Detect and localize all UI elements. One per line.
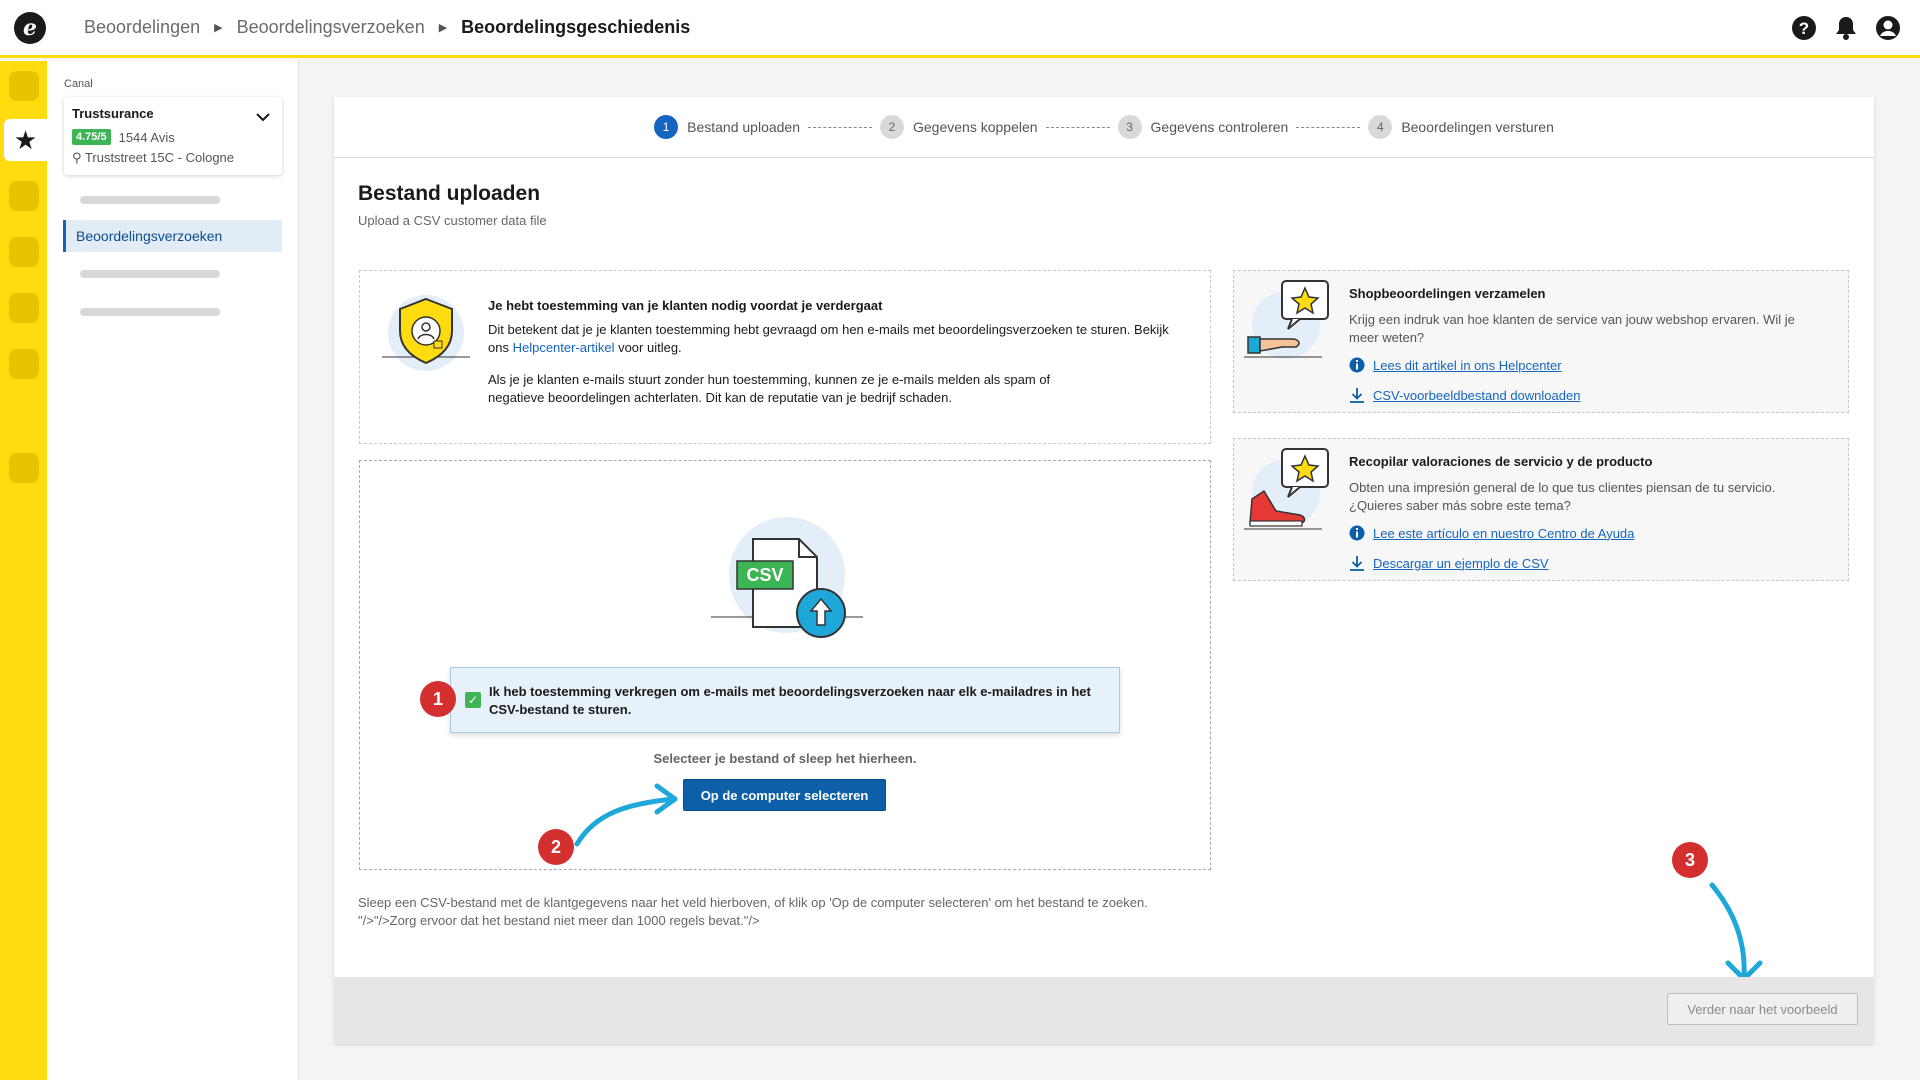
breadcrumb (84, 17, 690, 38)
sidebar-item-placeholder[interactable] (80, 270, 220, 278)
bell-icon[interactable] (1832, 14, 1860, 42)
sidebar-item-placeholder[interactable] (80, 308, 220, 316)
sidebar-item-placeholder[interactable] (80, 196, 220, 204)
info-card-description: Obten una impresión general de lo que tus clientes piensan de tu servicio. ¿Quieres saber más sobre este tema? (1349, 480, 1776, 513)
breadcrumb-separator-icon: ▶ (438, 22, 448, 34)
review-count: 1544 Avis (118, 129, 175, 145)
rail-item[interactable] (9, 71, 39, 101)
breadcrumb-item-beoordelingsverzoeken[interactable]: Beoordelingsverzoeken (236, 17, 425, 37)
breadcrumb-item-current: Beoordelingsgeschiedenis (461, 17, 691, 37)
step-3: 3 Gegevens controleren (1118, 115, 1289, 139)
consent-paragraph-2: Als je je klanten e-mails stuurt zonder hun toestemming, kunnen ze je e-mails melden als spam of negatieve beoordelingen achterlaten. Dit kan de reputatie van je bedrijf schaden. (488, 372, 1051, 405)
svg-text:?: ? (1798, 19, 1810, 38)
help-icon[interactable] (1790, 14, 1818, 42)
info-card-title: Shopbeoordelingen verzamelen (1349, 286, 1546, 301)
shoe-star-icon (1242, 445, 1332, 535)
csv-label: CSV (746, 565, 784, 585)
step-connector (1046, 127, 1110, 128)
info-icon (1349, 525, 1365, 541)
info-icon (1349, 357, 1365, 373)
business-name: Trustsurance (72, 106, 154, 121)
step-connector (808, 127, 872, 128)
user-account-icon[interactable] (1874, 14, 1902, 42)
select-from-computer-button[interactable]: Op de computer selecteren (683, 779, 886, 811)
csv-sample-download-link[interactable]: CSV-voorbeeldbestand downloaden (1349, 387, 1580, 403)
top-bar (0, 0, 1920, 58)
step-2: 2 Gegevens koppelen (880, 115, 1038, 139)
rail-item[interactable] (9, 349, 39, 379)
rail-item[interactable] (9, 237, 39, 267)
csv-sample-download-link[interactable]: Descargar un ejemplo de CSV (1349, 555, 1549, 571)
app-rail (0, 61, 47, 1080)
step-marker-2: 2 (538, 829, 574, 865)
info-card-title: Recopilar valoraciones de servicio y de producto (1349, 454, 1653, 469)
location-pin-icon: ⚲ (72, 150, 82, 165)
logo[interactable]: e (14, 12, 46, 44)
arrow-annotation-3 (1702, 879, 1782, 989)
helpcenter-link[interactable]: Helpcenter-artikel (512, 340, 615, 355)
rail-item[interactable] (9, 181, 39, 211)
helpcenter-article-link[interactable]: Lee este artículo en nuestro Centro de Ayuda (1349, 525, 1634, 541)
rail-item[interactable] (9, 453, 39, 483)
step-marker-3: 3 (1672, 842, 1708, 878)
rating-badge: 4.75/5 (72, 129, 111, 145)
step-marker-1: 1 (420, 681, 456, 717)
info-card-description: Krijg een indruk van hoe klanten de service van jouw webshop ervaren. Wil je meer weten? (1349, 312, 1795, 345)
step-4: 4 Beoordelingen versturen (1368, 115, 1554, 139)
consent-checkbox[interactable]: ✓ (465, 692, 481, 708)
upload-wizard-card (334, 97, 1874, 1044)
step-connector (1296, 127, 1360, 128)
business-address: ⚲ Truststreet 15C - Cologne (72, 150, 235, 165)
rail-item[interactable] (9, 293, 39, 323)
consent-notice (359, 270, 1211, 444)
download-icon (1349, 387, 1365, 403)
hand-star-icon (1242, 277, 1332, 367)
upload-instructions: Sleep een CSV-bestand met de klantgegevens naar het veld hierboven, of klik op 'Op de computer selecteren' om het bestand te zoeken. "/>"/>Zorg ervoor dat het bestand niet meer dan 1000 regels bevat."/> (358, 895, 1148, 928)
chevron-down-icon[interactable] (256, 109, 270, 127)
drop-hint: Selecteer je bestand of sleep het hierheen. (653, 751, 917, 766)
stepper (334, 97, 1874, 158)
csv-upload-icon (707, 513, 867, 643)
business-selector[interactable] (64, 97, 282, 175)
shield-user-icon (378, 293, 474, 373)
consent-checkbox-panel[interactable] (450, 667, 1120, 733)
continue-to-preview-button[interactable]: Verder naar het voorbeeld (1667, 993, 1858, 1025)
download-icon (1349, 555, 1365, 571)
sidebar-item-beoordelingsverzoeken[interactable]: Beoordelingsverzoeken (63, 220, 282, 252)
page-title: Bestand uploaden (358, 182, 541, 205)
wizard-footer (334, 977, 1874, 1044)
sidebar-section-label: Canal (64, 78, 93, 90)
helpcenter-article-link[interactable]: Lees dit artikel in ons Helpcenter (1349, 357, 1562, 373)
file-drop-zone[interactable] (359, 460, 1211, 870)
arrow-annotation-2 (565, 774, 685, 854)
consent-paragraph-1: Dit betekent dat je je klanten toestemming hebt gevraagd om hen e-mails met beoordelingsverzoeken te sturen. Bekijk ons Helpcenter-artikel voor uitleg. (488, 322, 1169, 355)
breadcrumb-separator-icon: ▶ (214, 22, 223, 34)
info-card-shop-reviews (1233, 270, 1849, 413)
star-icon[interactable]: ★ (4, 119, 47, 161)
info-card-service-product-reviews (1233, 438, 1849, 581)
breadcrumb-item-beoordelingen[interactable]: Beoordelingen (84, 17, 201, 37)
sidebar (47, 61, 299, 1080)
consent-checkbox-label: Ik heb toestemming verkregen om e-mails met beoordelingsverzoeken naar elk e-mailadres in het CSV-bestand te sturen. (489, 684, 1091, 717)
page-subtitle: Upload a CSV customer data file (358, 213, 547, 228)
step-1: 1 Bestand uploaden (654, 115, 800, 139)
consent-heading: Je hebt toestemming van je klanten nodig voordat je verdergaat (488, 298, 883, 313)
